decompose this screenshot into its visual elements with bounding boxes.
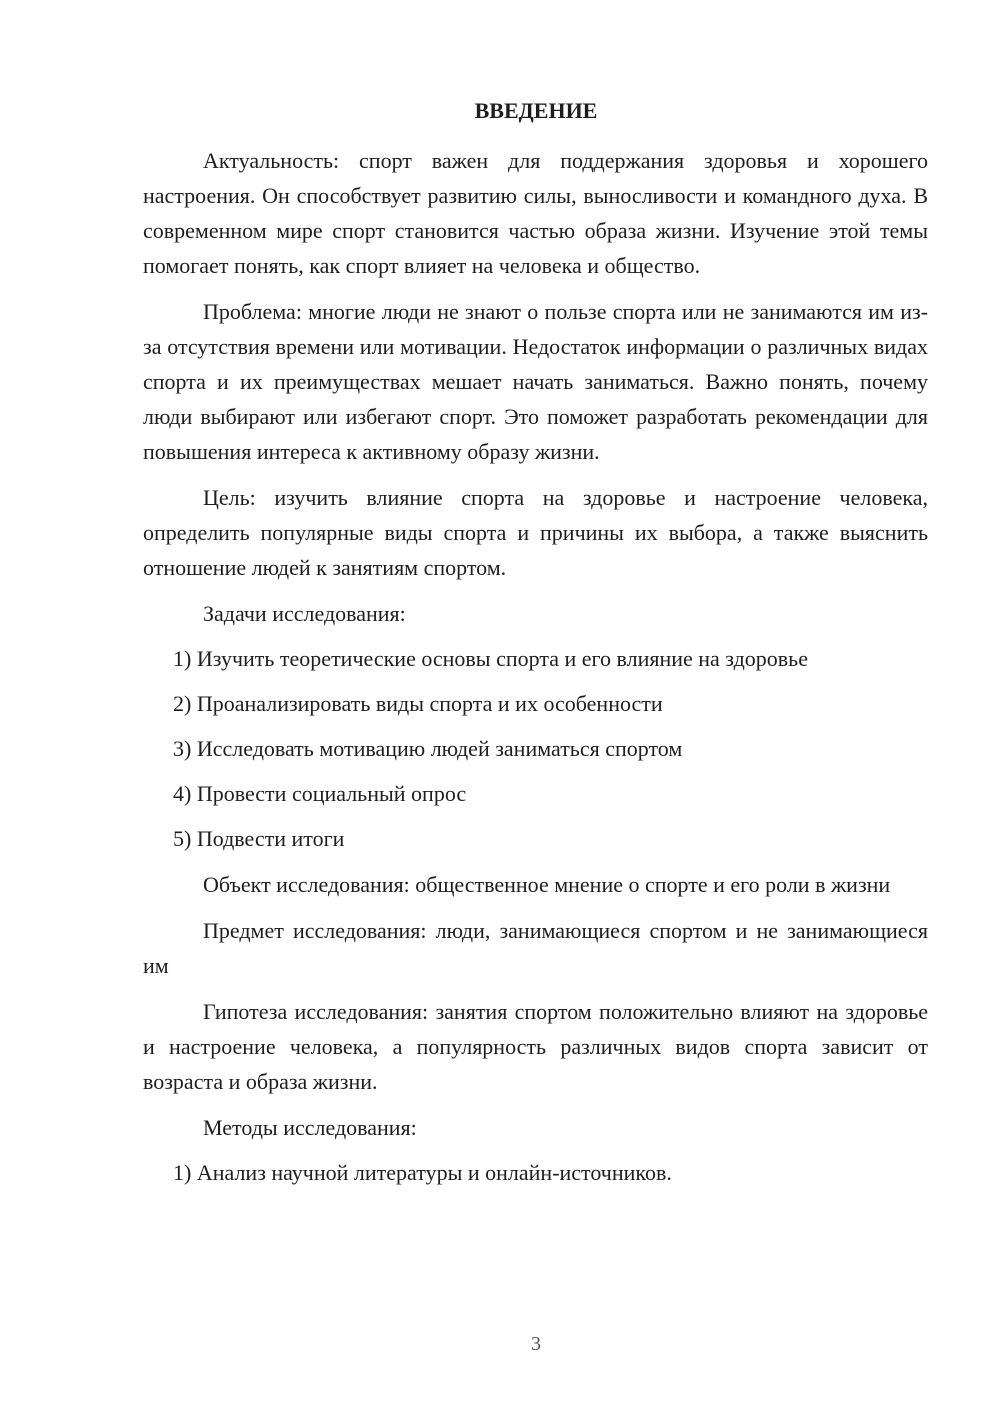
relevance-paragraph: Актуальность: спорт важен для поддержания здоровья и хорошего настроения. Он способствует развитию силы, выносливости и командного духа. В современном мире спорт становится частью образа жизни. Изучение этой темы помогает понять, как спорт влияет на человека и общество. xyxy=(143,148,928,278)
tasks-title: Задачи исследования: xyxy=(203,601,406,626)
task-item: 3) Исследовать мотивацию людей заниматься спортом xyxy=(173,736,683,761)
methods-list xyxy=(143,1155,928,1190)
method-item: 1) Анализ научной литературы и онлайн-источников. xyxy=(173,1160,672,1185)
methods-title: Методы исследования: xyxy=(203,1115,417,1140)
hypothesis-paragraph: Гипотеза исследования: занятия спортом положительно влияют на здоровье и настроение человека, а популярность различных видов спорта зависит от возраста и образа жизни. xyxy=(143,999,928,1094)
subject-paragraph: Предмет исследования: люди, занимающиеся спортом и не занимающиеся им xyxy=(143,918,928,978)
task-item: 2) Проанализировать виды спорта и их особенности xyxy=(173,691,663,716)
tasks-list xyxy=(143,641,928,856)
goal-paragraph: Цель: изучить влияние спорта на здоровье и настроение человека, определить популярные виды спорта и причины их выбора, а также выяснить отношение людей к занятиям спортом. xyxy=(143,485,928,580)
page-number: 3 xyxy=(531,1333,541,1355)
page-heading: ВВЕДЕНИЕ xyxy=(474,98,598,123)
task-item: 4) Провести социальный опрос xyxy=(173,781,467,806)
task-item: 5) Подвести итоги xyxy=(173,826,345,851)
object-paragraph: Объект исследования: общественное мнение о спорте и его роли в жизни xyxy=(203,872,891,897)
document-body xyxy=(143,143,928,1190)
task-item: 1) Изучить теоретические основы спорта и его влияние на здоровье xyxy=(173,646,808,671)
problem-paragraph: Проблема: многие люди не знают о пользе спорта или не занимаются им из-за отсутствия времени или мотивации. Недостаток информации о различных видах спорта и их преимуществах мешает начать заниматься. Важно понять, почему люди выбирают или избегают спорт. Это поможет разработать рекомендации для повышения интереса к активному образу жизни. xyxy=(143,299,928,464)
